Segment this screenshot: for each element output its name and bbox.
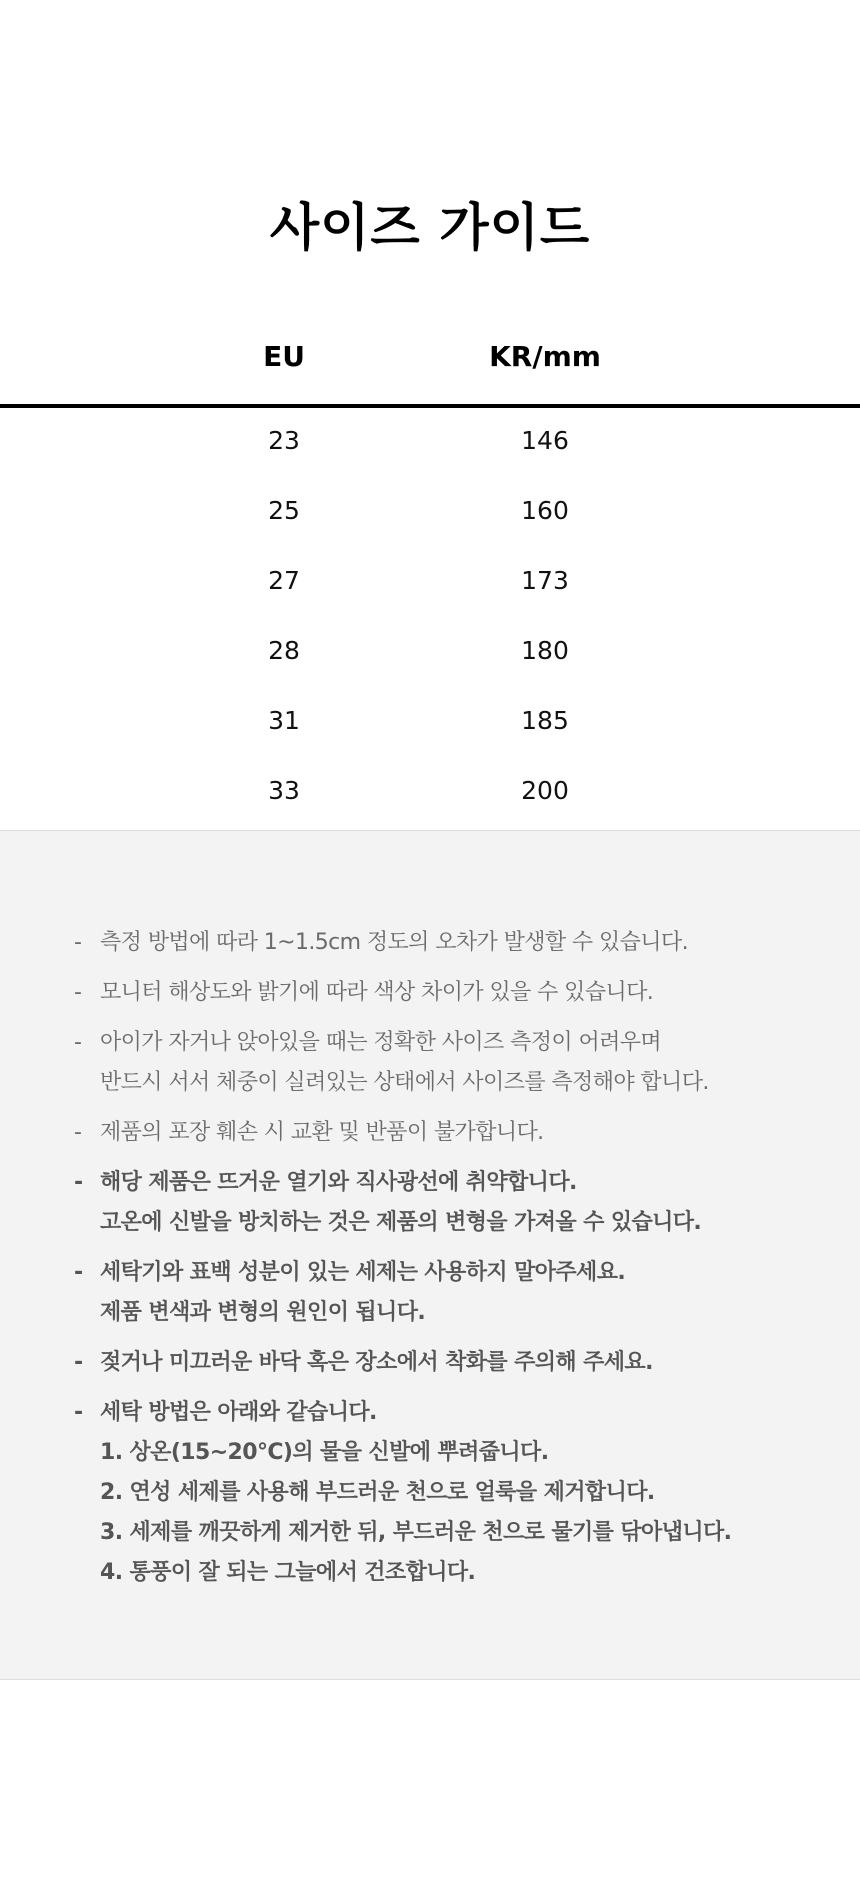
note-line: 고온에 신발을 방치하는 것은 제품의 변형을 가져올 수 있습니다. [100, 1210, 702, 1235]
notes-list [74, 923, 814, 1603]
note-monitor-color [74, 973, 814, 1013]
note-line: 아이가 자거나 앉아있을 때는 정확한 사이즈 측정이 어려우며 [100, 1030, 662, 1055]
note-line: 제품 변색과 변형의 원인이 됩니다. [100, 1300, 426, 1325]
note-line: 모니터 해상도와 밝기에 따라 색상 차이가 있을 수 있습니다. [100, 980, 654, 1005]
table-row [0, 618, 860, 688]
table-row [0, 548, 860, 618]
cell-eu: 27 [268, 566, 300, 595]
note-dash: - [74, 980, 82, 1005]
cell-kr-mm: 200 [521, 776, 569, 805]
note-heat-warning [74, 1163, 814, 1243]
table-row [0, 758, 860, 828]
note-dash: - [74, 1260, 83, 1285]
cell-kr-mm: 160 [521, 496, 569, 525]
note-line: 반드시 서서 체중이 실려있는 상태에서 사이즈를 측정해야 합니다. [100, 1070, 709, 1095]
size-table [0, 318, 860, 813]
notes-panel [0, 830, 860, 1680]
cell-kr-mm: 180 [521, 636, 569, 665]
note-dash: - [74, 1400, 83, 1425]
note-dash: - [74, 1120, 82, 1145]
note-dash: - [74, 1170, 83, 1195]
cell-kr-mm: 146 [521, 426, 569, 455]
note-dash: - [74, 930, 82, 955]
note-line: 세탁 방법은 아래와 같습니다. [100, 1400, 377, 1425]
table-row [0, 478, 860, 548]
note-slippery-floor [74, 1343, 814, 1383]
washing-step: 4. 통풍이 잘 되는 그늘에서 건조합니다. [100, 1560, 476, 1585]
table-row [0, 408, 860, 478]
size-table-body [0, 408, 860, 813]
size-table-header [0, 318, 860, 408]
table-row [0, 688, 860, 758]
washing-step: 1. 상온(15~20°C)의 물을 신발에 뿌려줍니다. [100, 1440, 549, 1465]
note-dash: - [74, 1030, 82, 1055]
note-measurement-error [74, 923, 814, 963]
washing-step: 2. 연성 세제를 사용해 부드러운 천으로 얼룩을 제거합니다. [100, 1480, 655, 1505]
note-line: 세탁기와 표백 성분이 있는 세제는 사용하지 말아주세요. [100, 1260, 626, 1285]
note-no-return [74, 1113, 814, 1153]
cell-eu: 25 [268, 496, 300, 525]
note-line: 해당 제품은 뜨거운 열기와 직사광선에 취약합니다. [100, 1170, 577, 1195]
column-header-kr-mm: KR/mm [489, 340, 601, 373]
note-washing-machine-warning [74, 1253, 814, 1333]
note-dash: - [74, 1350, 83, 1375]
column-header-eu: EU [263, 340, 305, 373]
note-washing-method [74, 1393, 814, 1593]
note-line: 제품의 포장 훼손 시 교환 및 반품이 불가합니다. [100, 1120, 544, 1145]
cell-eu: 33 [268, 776, 300, 805]
note-line: 측정 방법에 따라 1~1.5cm 정도의 오차가 발생할 수 있습니다. [100, 930, 688, 955]
cell-eu: 23 [268, 426, 300, 455]
cell-eu: 28 [268, 636, 300, 665]
washing-step: 3. 세제를 깨끗하게 제거한 뒤, 부드러운 천으로 물기를 닦아냅니다. [100, 1520, 732, 1545]
note-line: 젖거나 미끄러운 바닥 혹은 장소에서 착화를 주의해 주세요. [100, 1350, 653, 1375]
cell-kr-mm: 173 [521, 566, 569, 595]
note-measure-standing [74, 1023, 814, 1103]
page-title: 사이즈 가이드 [269, 199, 591, 258]
cell-eu: 31 [268, 706, 300, 735]
cell-kr-mm: 185 [521, 706, 569, 735]
